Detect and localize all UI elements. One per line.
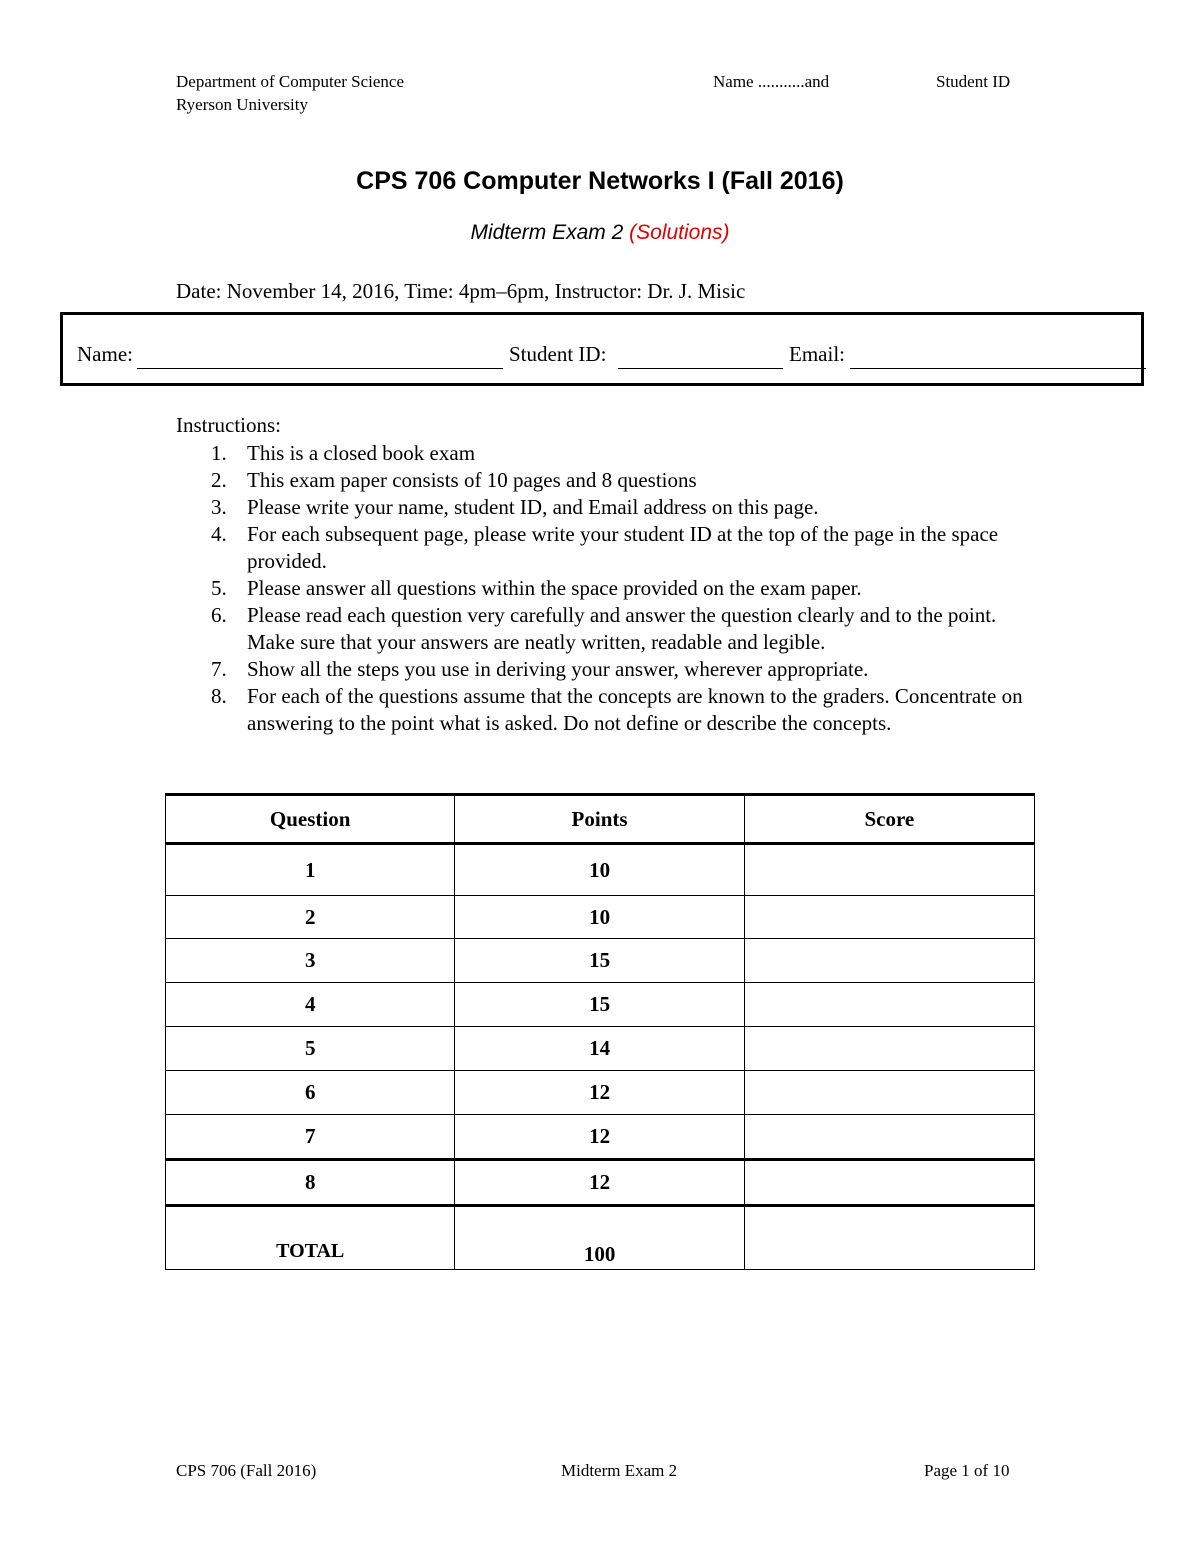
department-name: Department of Computer Science [176, 72, 405, 91]
points-cell: 12 [455, 1071, 744, 1115]
instruction-text: Please read each question very carefully and answer the question clearly and to the point. Make sure that your answers are neatly written, readable and legible. [247, 603, 997, 654]
instruction-number: 5. [211, 576, 227, 600]
header-student-id-label: Student ID [936, 72, 1011, 91]
table-row [166, 939, 1035, 983]
instruction-number: 7. [211, 657, 227, 681]
instruction-item [176, 521, 1026, 575]
table-row [166, 896, 1035, 939]
instruction-text: This exam paper consists of 10 pages and 8 questions [247, 468, 697, 492]
score-cell[interactable] [744, 1071, 1034, 1115]
instruction-item [176, 683, 1026, 737]
email-field-line[interactable] [850, 368, 1146, 369]
score-cell[interactable] [744, 1115, 1034, 1160]
university-name: Ryerson University [176, 95, 308, 114]
question-cell: 4 [166, 983, 455, 1027]
points-cell: 12 [455, 1160, 744, 1206]
question-cell: 5 [166, 1027, 455, 1071]
exam-subtitle [0, 221, 1200, 245]
question-cell: 1 [166, 844, 455, 896]
points-cell: 12 [455, 1115, 744, 1160]
points-cell: 10 [455, 844, 744, 896]
instruction-item [176, 494, 1026, 521]
footer-course: CPS 706 (Fall 2016) [176, 1461, 317, 1480]
question-cell: 6 [166, 1071, 455, 1115]
table-header-row [166, 795, 1035, 844]
total-score-cell[interactable] [744, 1206, 1034, 1270]
col-score-header: Score [744, 795, 1034, 844]
instruction-item [176, 575, 1026, 602]
score-cell[interactable] [744, 1027, 1034, 1071]
instruction-number: 6. [211, 603, 227, 627]
instruction-item [176, 656, 1026, 683]
solutions-label: (Solutions) [629, 221, 730, 244]
instruction-text: Please answer all questions within the space provided on the exam paper. [247, 576, 862, 600]
name-field-line[interactable] [137, 368, 503, 369]
footer-exam: Midterm Exam 2 [561, 1461, 678, 1480]
footer-page-number: Page 1 of 10 [924, 1461, 1010, 1480]
instructions-title: Instructions: [176, 413, 281, 437]
points-cell: 15 [455, 983, 744, 1027]
score-cell[interactable] [744, 939, 1034, 983]
instruction-text: Please write your name, student ID, and Email address on this page. [247, 495, 819, 519]
col-question-header: Question [166, 795, 455, 844]
table-row [166, 1071, 1035, 1115]
instruction-text: For each of the questions assume that the concepts are known to the graders. Concentrate on answering to the point what is asked. Do not define or describe the concepts. [247, 684, 1023, 735]
table-row [166, 1160, 1035, 1206]
score-cell[interactable] [744, 1160, 1034, 1206]
instruction-number: 2. [211, 468, 227, 492]
table-row [166, 1027, 1035, 1071]
student-id-field-line[interactable] [618, 368, 783, 369]
date-line: Date: November 14, 2016, Time: 4pm–6pm, Instructor: Dr. J. Misic [176, 279, 746, 303]
name-field-label: Name: [77, 342, 133, 366]
subtitle-main: Midterm Exam 2 [470, 221, 630, 244]
email-field-label: Email: [789, 342, 845, 366]
table-total-row [166, 1206, 1035, 1270]
instruction-item [176, 440, 1026, 467]
points-cell: 14 [455, 1027, 744, 1071]
student-id-field-label: Student ID: [509, 342, 607, 366]
question-cell: 8 [166, 1160, 455, 1206]
instruction-text: Show all the steps you use in deriving your answer, wherever appropriate. [247, 657, 869, 681]
instruction-item [176, 602, 1026, 656]
instruction-number: 1. [211, 441, 227, 465]
header-name-label: Name ...........and [713, 72, 830, 91]
exam-title: CPS 706 Computer Networks I (Fall 2016) [356, 167, 844, 195]
instruction-number: 8. [211, 684, 227, 708]
instruction-text: This is a closed book exam [247, 441, 476, 465]
score-cell[interactable] [744, 844, 1034, 896]
table-row [166, 1115, 1035, 1160]
table-row [166, 983, 1035, 1027]
instruction-item [176, 467, 1026, 494]
total-label-cell: TOTAL [166, 1206, 455, 1270]
question-cell: 7 [166, 1115, 455, 1160]
points-cell: 10 [455, 896, 744, 939]
score-cell[interactable] [744, 983, 1034, 1027]
points-cell: 15 [455, 939, 744, 983]
instruction-number: 4. [211, 522, 227, 546]
col-points-header: Points [455, 795, 744, 844]
instruction-text: For each subsequent page, please write your student ID at the top of the page in the space provided. [247, 522, 999, 573]
instructions-list [176, 440, 1026, 737]
table-row [166, 844, 1035, 896]
score-cell[interactable] [744, 896, 1034, 939]
total-points-cell: 100 [455, 1206, 744, 1270]
question-cell: 3 [166, 939, 455, 983]
score-table [165, 793, 1035, 1270]
instruction-number: 3. [211, 495, 227, 519]
question-cell: 2 [166, 896, 455, 939]
